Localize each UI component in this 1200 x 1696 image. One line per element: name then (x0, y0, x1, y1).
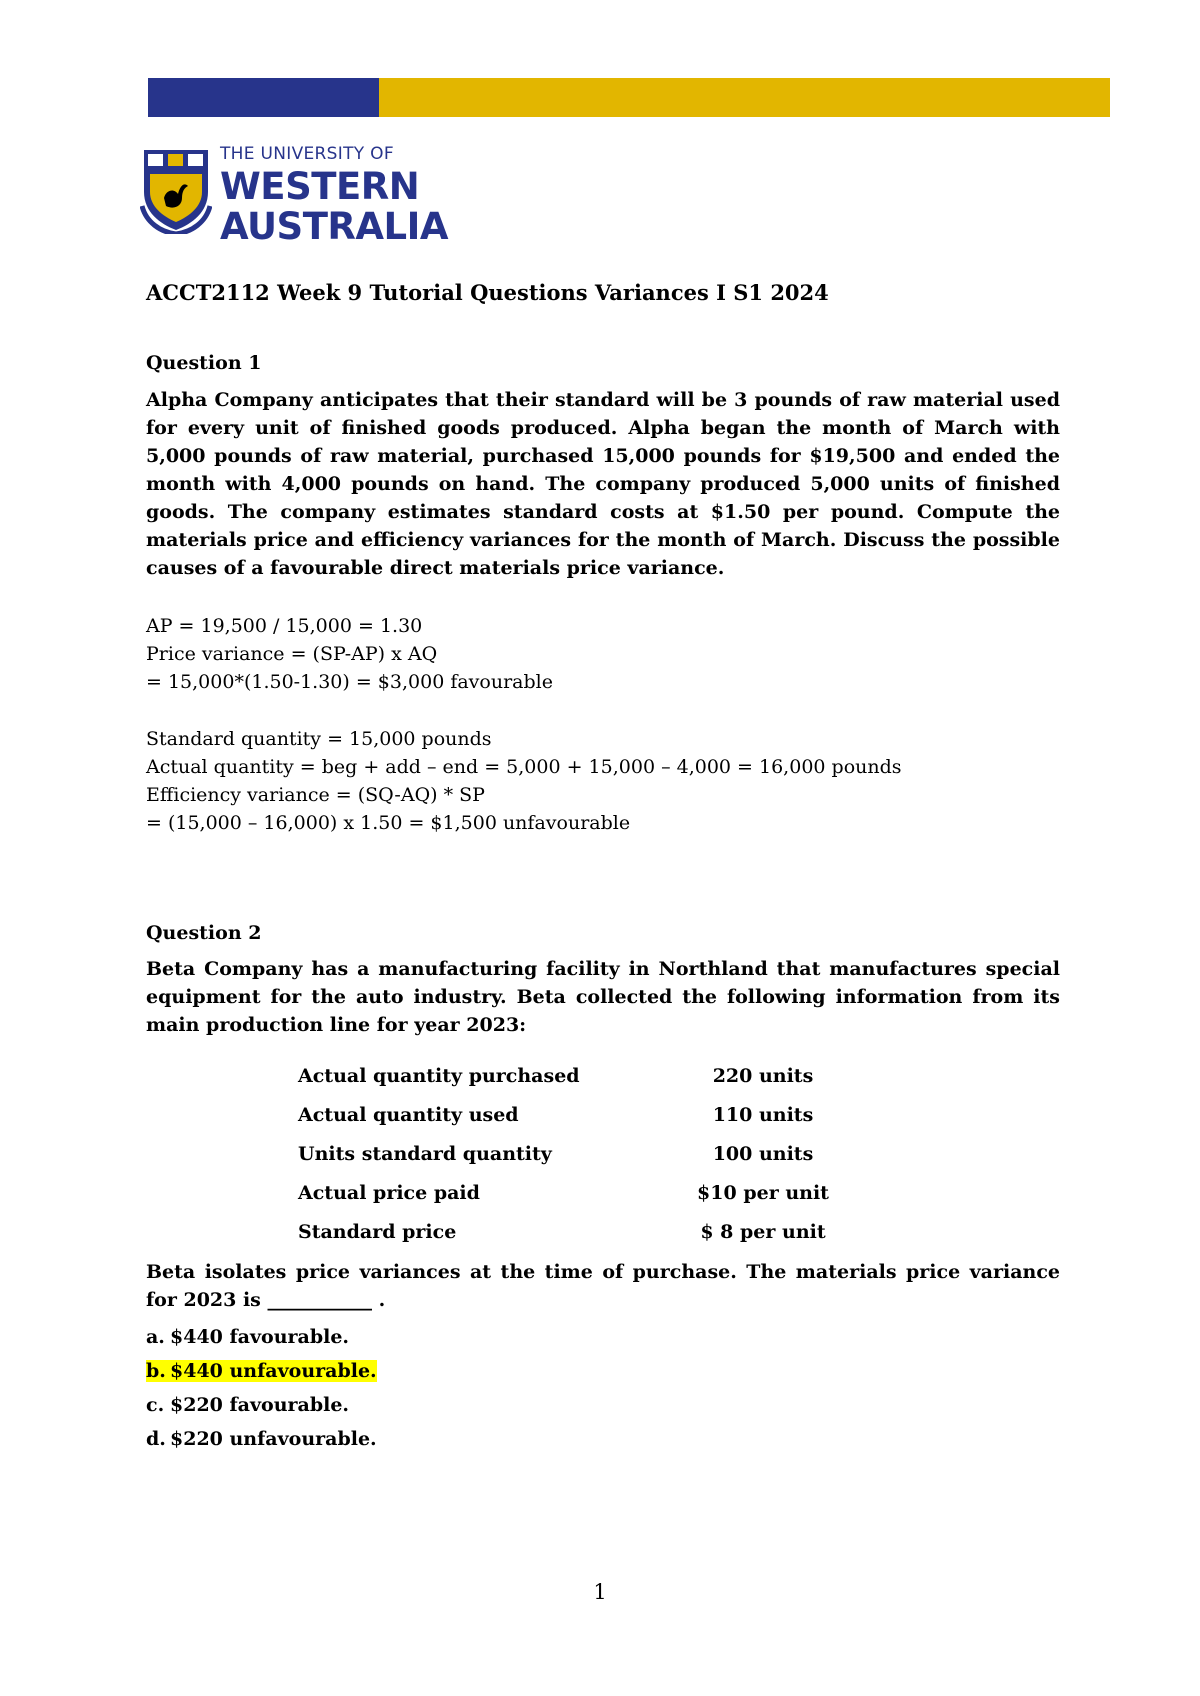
table-value: $ 8 per unit (700, 1220, 826, 1243)
table-row (298, 1056, 838, 1095)
table-label: Standard price (298, 1220, 457, 1243)
answer-option-b (146, 1354, 1060, 1388)
logo-line-1: THE UNIVERSITY OF (220, 144, 394, 164)
logo-line-2: WESTERN (220, 165, 420, 208)
answer-option-c (146, 1388, 1060, 1422)
question-2-stem: Beta isolates price variances at the time of purchase. The materials price variance for 2023 is ___________ . (146, 1261, 1060, 1311)
question-1-heading: Question 1 (146, 352, 262, 374)
table-row (298, 1134, 838, 1173)
page-number: 1 (593, 1580, 607, 1604)
option-text: $440 favourable. (170, 1326, 350, 1348)
table-row (298, 1212, 838, 1251)
option-text: $220 unfavourable. (170, 1428, 377, 1450)
question-1-price-working (146, 612, 1060, 696)
question-2-heading: Question 2 (146, 922, 262, 944)
working-line: = (15,000 – 16,000) x 1.50 = $1,500 unfavourable (146, 812, 631, 834)
university-crest-icon (140, 146, 212, 238)
question-1-efficiency-working (146, 725, 1060, 837)
option-letter: a. (146, 1326, 165, 1348)
header-band-blue (148, 78, 379, 117)
working-line: AP = 19,500 / 15,000 = 1.30 (146, 615, 423, 637)
question-1-text: Alpha Company anticipates that their standard will be 3 pounds of raw material used for every unit of finished goods produced. Alpha began the month of March with 5,000 pounds of raw material, purchased 15,000 pounds for $19,500 and ended the month with 4,000 pounds on hand. The company produced 5,000 units of finished goods. The company estimates standard costs at $1.50 per pound. Compute the materials price and efficiency variances for the month of March. Discuss the possible causes of a favourable direct materials price variance. (146, 389, 1060, 579)
working-line: Actual quantity = beg + add – end = 5,000 + 15,000 – 4,000 = 16,000 pounds (146, 756, 902, 778)
question-2-text: Beta Company has a manufacturing facility in Northland that manufactures special equipment for the auto industry. Beta collected the following information from its main production line for year 2023: (146, 958, 1060, 1036)
table-label: Actual quantity used (298, 1103, 519, 1126)
university-logo-text (220, 144, 449, 248)
table-label: Units standard quantity (298, 1142, 552, 1165)
working-line: Price variance = (SP-AP) x AQ (146, 643, 438, 665)
table-row (298, 1095, 838, 1134)
answer-options (146, 1320, 1060, 1456)
working-line: Standard quantity = 15,000 pounds (146, 728, 492, 750)
table-value: 220 units (712, 1064, 814, 1087)
header-band-gold (379, 78, 1110, 117)
option-letter: b. (146, 1360, 166, 1382)
option-letter: c. (146, 1394, 165, 1416)
option-letter: d. (146, 1428, 166, 1450)
table-value: 100 units (712, 1142, 814, 1165)
option-text: $440 unfavourable. (170, 1360, 377, 1382)
highlighted-answer (146, 1360, 377, 1382)
table-value: 110 units (712, 1103, 814, 1126)
document-title: ACCT2112 Week 9 Tutorial Questions Variances I S1 2024 (146, 280, 829, 305)
question-2-data-table (298, 1056, 838, 1251)
table-label: Actual quantity purchased (298, 1064, 580, 1087)
logo-line-3: AUSTRALIA (220, 205, 449, 248)
working-line: = 15,000*(1.50-1.30) = $3,000 favourable (146, 671, 553, 693)
table-label: Actual price paid (298, 1181, 480, 1204)
table-row (298, 1173, 838, 1212)
table-value: $10 per unit (697, 1181, 829, 1204)
answer-option-d (146, 1422, 1060, 1456)
answer-option-a (146, 1320, 1060, 1354)
working-line: Efficiency variance = (SQ-AQ) * SP (146, 784, 485, 806)
option-text: $220 favourable. (170, 1394, 350, 1416)
